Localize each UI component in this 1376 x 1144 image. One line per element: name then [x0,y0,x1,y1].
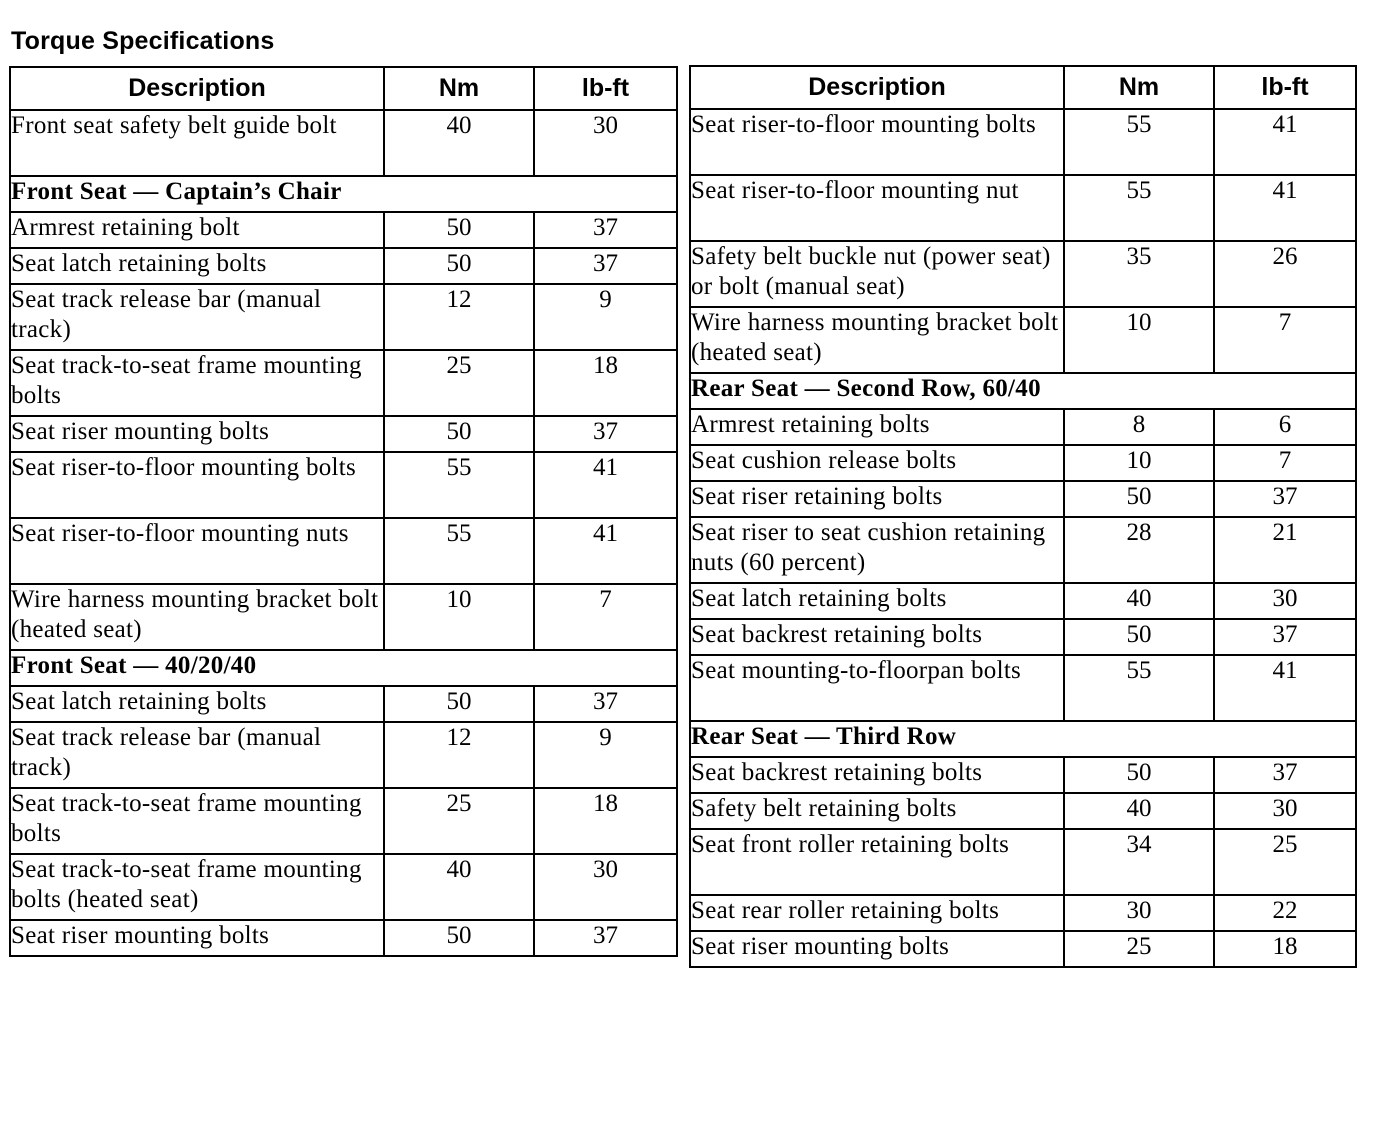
section-header-row [10,176,677,212]
nm-cell: 25 [1064,931,1214,967]
description-cell: Armrest retaining bolts [690,409,1064,445]
lbft-cell: 30 [534,854,677,920]
nm-cell: 34 [1064,829,1214,895]
description-cell: Seat riser-to-floor mounting nuts [10,518,384,584]
table-row [10,686,677,722]
nm-cell: 50 [384,920,534,956]
nm-cell: 50 [384,686,534,722]
table-row [690,793,1356,829]
table-row [10,452,677,518]
nm-cell: 10 [384,584,534,650]
table-row [690,895,1356,931]
nm-cell: 40 [1064,793,1214,829]
description-cell: Seat track-to-seat frame mounting bolts [10,788,384,854]
table-row [10,518,677,584]
description-cell: Seat backrest retaining bolts [690,619,1064,655]
lbft-cell: 30 [534,110,677,176]
lbft-cell: 30 [1214,583,1356,619]
table-row [690,931,1356,967]
nm-cell: 50 [384,416,534,452]
header-lbft: lb-ft [534,67,677,110]
lbft-cell: 18 [1214,931,1356,967]
table-body [690,109,1356,967]
lbft-cell: 41 [1214,109,1356,175]
lbft-cell: 37 [534,920,677,956]
header-lbft: lb-ft [1214,66,1356,109]
description-cell: Front seat safety belt guide bolt [10,110,384,176]
description-cell: Seat riser retaining bolts [690,481,1064,517]
lbft-cell: 37 [534,416,677,452]
description-cell: Seat track-to-seat frame mounting bolts (heated seat) [10,854,384,920]
table-row [690,757,1356,793]
nm-cell: 55 [1064,175,1214,241]
section-title: Rear Seat — Second Row, 60/40 [690,373,1356,409]
nm-cell: 35 [1064,241,1214,307]
nm-cell: 30 [1064,895,1214,931]
header-description: Description [10,67,384,110]
description-cell: Seat riser mounting bolts [10,920,384,956]
torque-table-right [689,65,1357,968]
nm-cell: 50 [1064,757,1214,793]
section-title: Rear Seat — Third Row [690,721,1356,757]
section-header-row [690,373,1356,409]
lbft-cell: 41 [534,518,677,584]
header-description: Description [690,66,1064,109]
torque-table-left [9,66,678,957]
nm-cell: 12 [384,722,534,788]
lbft-cell: 37 [534,248,677,284]
lbft-cell: 7 [1214,307,1356,373]
lbft-cell: 41 [1214,655,1356,721]
nm-cell: 55 [1064,655,1214,721]
nm-cell: 25 [384,350,534,416]
lbft-cell: 37 [1214,481,1356,517]
description-cell: Seat latch retaining bolts [690,583,1064,619]
description-cell: Wire harness mounting bracket bolt (heated seat) [10,584,384,650]
lbft-cell: 37 [534,212,677,248]
description-cell: Seat riser to seat cushion retaining nuts (60 percent) [690,517,1064,583]
table-row [690,583,1356,619]
lbft-cell: 37 [1214,757,1356,793]
section-header-row [690,721,1356,757]
table-row [10,722,677,788]
table-row [10,110,677,176]
nm-cell: 10 [1064,307,1214,373]
lbft-cell: 9 [534,284,677,350]
description-cell: Seat riser-to-floor mounting bolts [690,109,1064,175]
description-cell: Seat riser-to-floor mounting bolts [10,452,384,518]
lbft-cell: 18 [534,350,677,416]
description-cell: Safety belt retaining bolts [690,793,1064,829]
header-row [10,67,677,110]
table-row [10,284,677,350]
table-row [690,517,1356,583]
header-nm: Nm [384,67,534,110]
lbft-cell: 7 [534,584,677,650]
table-row [10,920,677,956]
nm-cell: 40 [384,110,534,176]
lbft-cell: 26 [1214,241,1356,307]
nm-cell: 50 [384,212,534,248]
nm-cell: 40 [384,854,534,920]
nm-cell: 55 [384,452,534,518]
description-cell: Armrest retaining bolt [10,212,384,248]
lbft-cell: 21 [1214,517,1356,583]
lbft-cell: 30 [1214,793,1356,829]
table-row [10,788,677,854]
table-row [10,584,677,650]
lbft-cell: 25 [1214,829,1356,895]
table-body [10,110,677,956]
table-row [690,409,1356,445]
nm-cell: 55 [384,518,534,584]
nm-cell: 28 [1064,517,1214,583]
nm-cell: 55 [1064,109,1214,175]
description-cell: Seat cushion release bolts [690,445,1064,481]
nm-cell: 50 [1064,619,1214,655]
lbft-cell: 37 [534,686,677,722]
lbft-cell: 41 [1214,175,1356,241]
description-cell: Seat track release bar (manual track) [10,722,384,788]
nm-cell: 50 [384,248,534,284]
nm-cell: 12 [384,284,534,350]
description-cell: Seat rear roller retaining bolts [690,895,1064,931]
lbft-cell: 9 [534,722,677,788]
table-row [690,175,1356,241]
description-cell: Safety belt buckle nut (power seat) or bolt (manual seat) [690,241,1064,307]
description-cell: Seat riser mounting bolts [10,416,384,452]
table-row [10,854,677,920]
table-row [10,350,677,416]
header-row [690,66,1356,109]
lbft-cell: 22 [1214,895,1356,931]
table-row [690,829,1356,895]
nm-cell: 10 [1064,445,1214,481]
lbft-cell: 41 [534,452,677,518]
section-header-row [10,650,677,686]
description-cell: Seat track release bar (manual track) [10,284,384,350]
description-cell: Wire harness mounting bracket bolt (heated seat) [690,307,1064,373]
section-title: Front Seat — Captain’s Chair [10,176,677,212]
table-row [10,248,677,284]
description-cell: Seat front roller retaining bolts [690,829,1064,895]
lbft-cell: 7 [1214,445,1356,481]
table-row [690,655,1356,721]
description-cell: Seat latch retaining bolts [10,686,384,722]
table-row [690,109,1356,175]
description-cell: Seat riser-to-floor mounting nut [690,175,1064,241]
table-row [10,212,677,248]
lbft-cell: 37 [1214,619,1356,655]
table-row [690,619,1356,655]
table-row [690,445,1356,481]
page-title: Torque Specifications [11,27,275,55]
description-cell: Seat mounting-to-floorpan bolts [690,655,1064,721]
nm-cell: 25 [384,788,534,854]
nm-cell: 8 [1064,409,1214,445]
nm-cell: 40 [1064,583,1214,619]
lbft-cell: 18 [534,788,677,854]
description-cell: Seat latch retaining bolts [10,248,384,284]
table-row [690,307,1356,373]
nm-cell: 50 [1064,481,1214,517]
description-cell: Seat backrest retaining bolts [690,757,1064,793]
lbft-cell: 6 [1214,409,1356,445]
section-title: Front Seat — 40/20/40 [10,650,677,686]
table-row [690,241,1356,307]
description-cell: Seat riser mounting bolts [690,931,1064,967]
description-cell: Seat track-to-seat frame mounting bolts [10,350,384,416]
header-nm: Nm [1064,66,1214,109]
table-row [10,416,677,452]
table-row [690,481,1356,517]
